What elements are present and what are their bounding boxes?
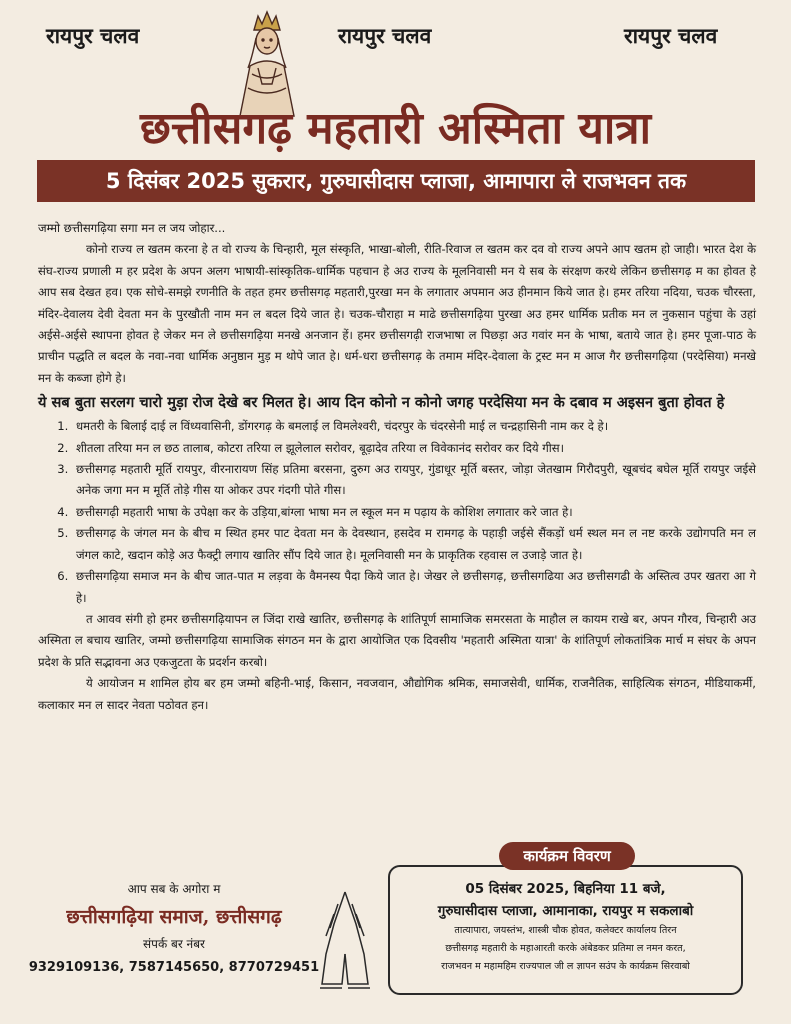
paragraph-intro: कोनो राज्य ल खतम करना हे त वो राज्य के चिन्हारी, मूल संस्कृति, भाखा-बोली, रीति-रिवाज ल खतम कर दव वो राज्य अपने आप खतम हो जाही। भारत देश के संघ-राज्य प्रणाली म हर प्रदेश के अपन अलग भाषायी-सांस्कृतिक-धार्मिक पहचान हे अउ राज्य के मूलनिवासी मन ये सब के संरक्षण करथे लेकिन छत्तीसगढ़ म का होवत हे आप सब देखत हव। एक सोचे-समझे रणनीति के तहत हमर छत्तीसगढ़ महतारी,पुरखा मन के लगातार अपमान अउ हीनमान किये जात हे। हमर तरिया नदिया, चउक चौरस्ता, मंदिर-देवालय देवी देवता मन के पुरखौती नाम मन ल बदल दिये जात हे। चउक-चौराहा म माढे छत्तीसगढ़िया पुरखा अउ हमर धार्मिक प्रतीक मन ल नुकसान पहुंचा के उहां अईसे-अईसे स्थापना होवत हे जेकर मन ले छत्तीसगढ़िया मनखे अनजान हें। हमर छत्तीसगढ़ी राजभाषा ल पिछड़ा अउ गवांर मन के भाषा, बताये जात हे। हमर पूजा-पाठ के प्राचीन पद्धति ल बदल के नवा-नवा धार्मिक अनुष्ठान मुड़ म थोपे जात हे। धर्म-धरा छत्तीसगढ़ के तमाम मंदिर-देवाला के ट्रस्ट मन म आज गैर छत्तीसगढ़िया (परदेसिया) मनखे मन के कब्जा होगे हे। <box>38 242 756 385</box>
program-details-box <box>388 865 743 995</box>
organizer-block <box>24 880 324 975</box>
organizer-name: छत्तीसगढ़िया समाज, छत्तीसगढ़ <box>66 906 282 928</box>
program-venue: गुरुघासीदास प्लाजा, आमानाका, रायपुर म सकलाबो <box>437 903 694 919</box>
program-route-2: छत्तीसगढ़ महतारी के महाआरती करके अंबेडकर प्रतिमा ल नमन करत, <box>445 943 686 954</box>
list-item: 2. शीतला तरिया मन ल छठ तालाब, कोटरा तरिया ल झूलेलाल सरोवर, बूढ़ादेव तरिया ल विवेकानंद सरोवर कर दिये गीस। <box>72 438 756 459</box>
list-item: 1. धमतरी के बिलाई दाई ल विंध्यवासिनी, डोंगरगढ़ के बमलाई ल विमलेश्वरी, चंदरपुर के चंदरसेनी माई ल चन्द्रहासिनी नाम कर दे हे। <box>72 416 756 437</box>
phone-numbers: 9329109136, 7587145650, 8770729451 <box>28 960 320 975</box>
footer <box>0 840 791 1024</box>
paragraph-invitation: ये आयोजन म शामिल होय बर हम जम्मो बहिनी-भाई, किसान, नवजवान, औद्योगिक श्रमिक, समाजसेवी, धार्मिक, राजनैतिक, साहित्यिक संगठन, मीडियाकर्मी, कलाकार मन ल सादर नेवता पठोवत हन। <box>38 676 756 712</box>
top-note-left: रायपुर चलव <box>46 24 140 48</box>
list-item: 5. छत्तीसगढ़ के जंगल मन के बीच म स्थित हमर पाट देवता मन के देवस्थान, हसदेव म रामगढ़ के पहाड़ी जईसे सैंकड़ों धर्म स्थल मन ल नष्ट करके उद्योगपति मन ल जंगल काटे, खदान कोड़े अउ फैक्ट्री लगाय खातिर सौंप दिये जात हे। मूलनिवासी मन के प्राकृतिक रहवास ल उजाड़े जात हे। <box>72 523 756 566</box>
list-item: 4. छत्तीसगढ़ी महतारी भाषा के उपेक्षा कर के उड़िया,बांग्ला भाषा मन ल स्कूल मन म पढ़ाय के कोशिश लगातार करे जात हे। <box>72 502 756 523</box>
top-note-center: रायपुर चलव <box>338 24 432 48</box>
list-item: 6. छत्तीसगढ़िया समाज मन के बीच जात-पात म लड़वा के वैमनस्य पैदा किये जात हे। जेखर ले छत्तीसगढ़, छत्तीसगढिया अउ छत्तीसगढी के अस्तित्व उपर खतरा आ गे हे। <box>72 566 756 609</box>
program-route-1: तात्यापारा, जयस्तंभ, शास्त्री चौक होवत, कलेक्टर कार्यालय तिरन <box>454 925 677 936</box>
program-route-3: राजभवन म महामहिम राज्यपाल जी ल ज्ञापन सउंप के कार्यक्रम सिरवाबो <box>441 961 690 972</box>
namaste-hands-icon <box>312 884 378 994</box>
invite-label: आप सब के अगोरा म <box>127 882 221 896</box>
page-title: छत्तीसगढ़ महतारी अस्मिता यात्रा <box>140 103 651 154</box>
program-title: कार्यक्रम विवरण <box>499 842 635 870</box>
emphasis-paragraph: ये सब बुता सरलग चारो मुड़ा रोज देखे बर मिलत हे। आय दिन कोनो न कोनो जगह परदेसिया मन के दबाव म अइसन बुता होवत हे <box>38 394 725 412</box>
paragraph-call: त आवव संगी हो हमर छत्तीसगढ़ियापन ल जिंदा राखे खातिर, छत्तीसगढ़ के शांतिपूर्ण सामाजिक समरसता के माहौल ल कायम राखे बर, अपन गौरव, चिन्हारी अउ अस्मिता ल बचाय खातिर, जम्मो छत्तीसगढ़िया सामाजिक संगठन मन के द्वारा आयोजित एक दिवसीय 'महतारी अस्मिता यात्रा' के शांतिपूर्ण लोकतांत्रिक मार्च म संघर के अपन प्रदेश के प्रति सद्भावना अउ एकजुटता के प्रदर्शन करबो। <box>38 611 756 669</box>
contact-label: संपर्क बर नंबर <box>143 937 205 951</box>
grievance-list <box>38 416 756 609</box>
top-note-right: रायपुर चलव <box>624 24 718 48</box>
main-body <box>38 218 756 716</box>
greeting: जम्मो छत्तीसगढ़िया सगा मन ल जय जोहार... <box>38 221 226 235</box>
program-date-time: 05 दिसंबर 2025, बिहनिया 11 बजे, <box>465 881 666 897</box>
list-item: 3. छत्तीसगढ़ महतारी मूर्ति रायपुर, वीरनारायण सिंह प्रतिमा बरसना, दुरुग अउ रायपुर, गुंडाधूर मूर्ति बस्तर, जोड़ा जेतखाम गिरौदपुरी, खूबचंद बघेल मूर्ति रायपुर जईसे अनेक जगा मन म मूर्ति तोड़े गीस या ओकर उपर गंदगी पोते गीस। <box>72 459 756 502</box>
date-banner: 5 दिसंबर 2025 सुकरार, गुरुघासीदास प्लाजा, आमापारा ले राजभवन तक <box>37 160 755 202</box>
